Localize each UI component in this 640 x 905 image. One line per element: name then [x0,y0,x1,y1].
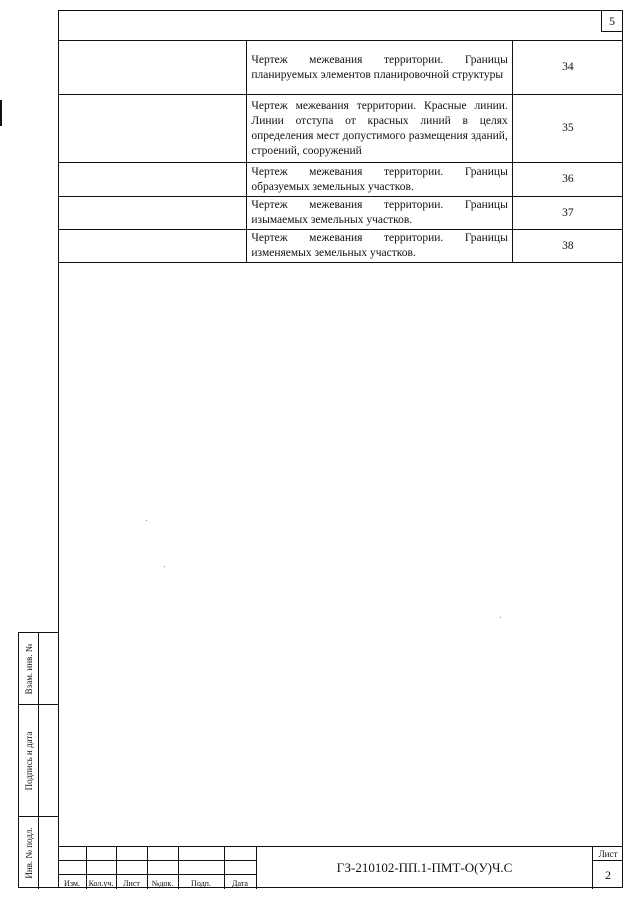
scan-speck [164,566,165,567]
grid-line [58,860,256,861]
document-code: ГЗ-210102-ПП.1-ПМТ-О(У)Ч.С [256,847,593,889]
side-strip [18,632,58,888]
vzam-inv-label-cell [19,633,39,705]
row-title: Чертеж межевания территории. Границы планируемых элементов планировочной структуры [247,41,512,95]
row-sheet: 38 [512,230,623,263]
inv-podl-label-cell [19,817,39,889]
page-number: 5 [601,10,623,32]
row-title: Чертеж межевания территории. Границы изменяемых земельных участков. [247,230,512,263]
col-izm: Изм. [64,879,80,888]
col-kol-uch: Кол.уч. [88,879,114,888]
table-row [58,41,623,95]
row-title: Чертеж межевания территории. Красные линии. Линии отступа от красных линий в целях определения мест допустимого размещения зданий, строений, сооружений [247,95,512,163]
vzam-inv-value-cell [39,633,59,705]
row-sheet: 35 [512,95,623,163]
margin-mark [0,100,2,126]
table-row [58,197,623,230]
col-ndok: №док. [151,879,174,888]
podpis-data-value-cell [39,705,59,817]
col-podp: Подп. [191,879,211,888]
podpis-data-label-cell [19,705,39,817]
table-row [58,230,623,263]
inv-podl-label: Инв. № подл. [23,827,34,879]
title-block-grid [58,847,256,889]
title-block [58,846,623,888]
sheet-label: Лист [593,847,623,861]
scan-speck [146,520,147,521]
row-left-cell [58,163,247,197]
row-left-cell [58,197,247,230]
sheet-number: 2 [605,868,611,882]
table-row [58,95,623,163]
col-data: Дата [232,879,248,888]
scan-speck [500,617,501,618]
row-title: Чертеж межевания территории. Границы изымаемых земельных участков. [247,197,512,230]
row-left-cell [58,95,247,163]
table-row [58,163,623,197]
row-sheet: 34 [512,41,623,95]
row-left-cell [58,41,247,95]
toc-table [58,40,623,263]
podpis-data-label: Подпись и дата [23,731,34,790]
row-left-cell [58,230,247,263]
inv-podl-value-cell [39,817,59,889]
vzam-inv-label: Взам. инв. № [23,643,34,694]
row-sheet: 37 [512,197,623,230]
row-sheet: 36 [512,163,623,197]
col-list: Лист [123,879,140,888]
grid-line [58,874,256,875]
row-title: Чертеж межевания территории. Границы образуемых земельных участков. [247,163,512,197]
